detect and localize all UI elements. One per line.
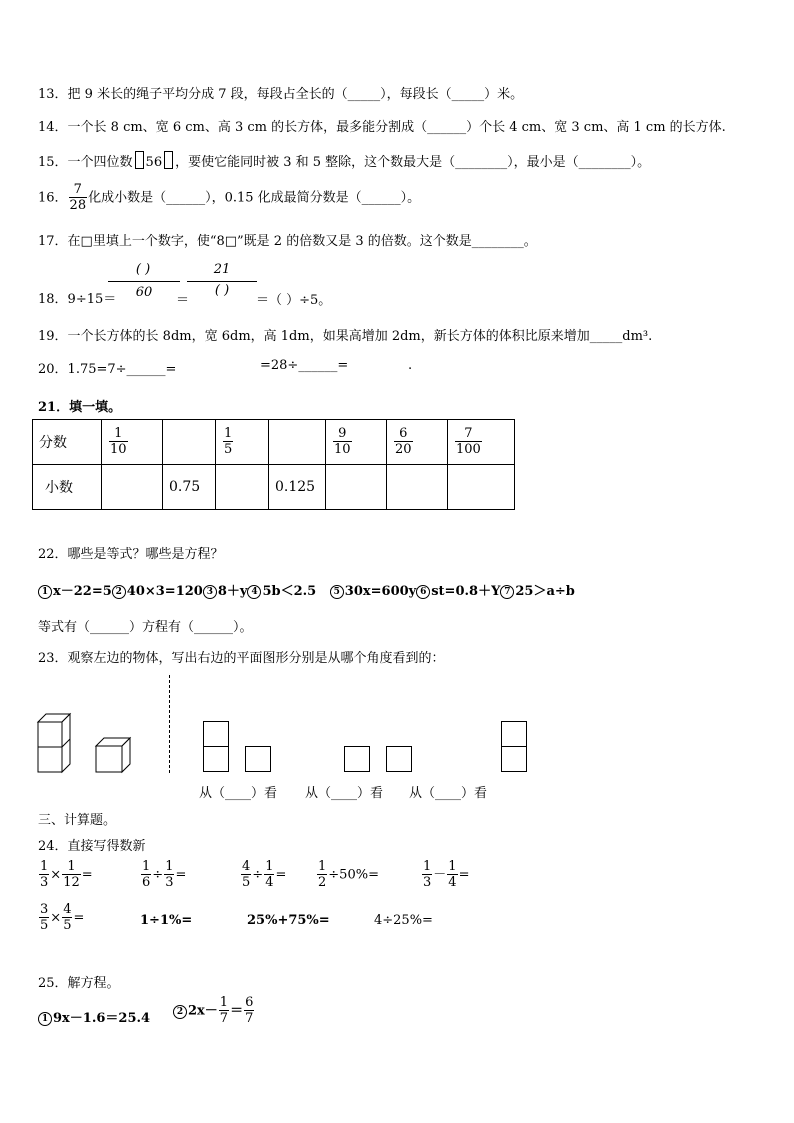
circled-number: 2 — [112, 585, 126, 599]
q18-frac2-numerator: 21 — [213, 262, 231, 277]
dashed-divider — [169, 675, 170, 773]
q18-frac1-denominator: 60 — [135, 285, 153, 300]
view-square — [344, 746, 370, 772]
q18-prefix: 18．9÷15＝ — [38, 292, 117, 307]
circled-number: 1 — [38, 585, 52, 599]
q16-text: 化成小数是（______），0.15 化成最简分数是（______）。 — [88, 190, 421, 206]
calc-item: $\frac{1}{3}$ － $\frac{1}{4}$ = — [423, 859, 470, 890]
question-24-title: 24．直接写得数新 — [38, 839, 146, 854]
question-21-title: 21．填一填。 — [38, 400, 122, 415]
view-square — [203, 746, 229, 772]
q20-part-b: =28÷______= — [260, 358, 349, 373]
table-cell: $\frac{6}{20}$ — [387, 420, 448, 465]
question-14: 14．一个长 8 cm、宽 6 cm、高 3 cm 的长方体，最多能分割成（______）个长 4 cm、宽 3 cm、高 1 cm 的长方体. — [38, 120, 726, 135]
expression: 8＋y — [217, 584, 248, 599]
q22-answer: 等式有（______）方程有（______）。 — [38, 620, 253, 635]
question-22-title: 22．哪些是等式？哪些是方程？ — [38, 547, 224, 562]
row-label-fraction: 分数 — [33, 420, 102, 465]
circled-number: 1 — [38, 1012, 52, 1026]
q18-frac1-numerator: ( ) — [135, 262, 151, 277]
view-label: 从（____）看 — [305, 786, 384, 801]
table-cell: $\frac{9}{10}$ — [326, 420, 387, 465]
expression: st=0.8＋Y — [431, 584, 501, 599]
equation-2: 2 2x－ $\frac{1}{7}$ ＝ $\frac{6}{7}$ — [173, 996, 255, 1026]
table-cell — [269, 420, 326, 465]
view-square — [501, 721, 527, 747]
q22-expressions — [38, 580, 575, 599]
question-19: 19．一个长方体的长 8dm，宽 6dm，高 1dm，如果高增加 2dm，新长方体的体积比原来增加_____dm³. — [38, 329, 653, 344]
question-15 — [38, 151, 650, 170]
q15-prefix: 15．一个四位数 — [38, 155, 133, 170]
table-cell — [387, 465, 448, 510]
q15-text: ，要使它能同时被 3 和 5 整除，这个数最大是（________），最小是（________）。 — [175, 155, 651, 170]
calc-item: $\frac{1}{2}$ ÷50%= — [318, 859, 379, 890]
view-square — [203, 721, 229, 747]
equation-1: 1 9x－1.6＝25.4 — [38, 1007, 150, 1026]
calc-item: $\frac{3}{5}$ × $\frac{4}{5}$ = — [40, 902, 85, 933]
table-cell: $\frac{7}{100}$ — [448, 420, 515, 465]
cube-front-face — [38, 747, 62, 772]
fraction: $\frac{7}{28}$ — [69, 182, 87, 213]
q20-part-c: . — [408, 358, 413, 373]
digit-box — [135, 151, 144, 169]
q15-digits: 56 — [145, 155, 163, 170]
q18-frac2-denominator: ( ) — [214, 283, 230, 298]
circled-number: 7 — [500, 585, 514, 599]
equals-sign: ＝ — [176, 293, 190, 308]
calc-item: $\frac{1}{6}$ ÷ $\frac{1}{3}$ = — [142, 859, 187, 890]
view-square — [386, 746, 412, 772]
table-row — [33, 420, 515, 465]
table-cell — [163, 420, 216, 465]
fraction-decimal-table — [32, 419, 515, 510]
question-17: 17．在□里填上一个数字，使“8□”既是 2 的倍数又是 3 的倍数。这个数是________。 — [38, 234, 537, 249]
calc-item: $\frac{1}{3}$ × $\frac{1}{12}$ = — [40, 859, 93, 890]
q16-number: 16． — [38, 190, 68, 206]
table-cell: $\frac{1}{10}$ — [102, 420, 163, 465]
fraction-bar — [108, 281, 180, 282]
expression: 5b＜2.5 — [262, 584, 317, 599]
section-three-title: 三、计算题。 — [38, 813, 117, 828]
table-cell — [216, 465, 269, 510]
digit-box — [164, 151, 173, 169]
cube-front-face — [38, 722, 62, 747]
view-square — [501, 746, 527, 772]
expression: 40×3=120 — [126, 584, 203, 599]
circled-number: 2 — [173, 1005, 187, 1019]
calc-item: 1÷1%= — [140, 913, 193, 928]
circled-number: 4 — [247, 585, 261, 599]
cube-objects-illustration — [36, 710, 146, 776]
row-label-decimal: 小数 — [33, 465, 102, 510]
view-label: 从（____）看 — [409, 786, 488, 801]
expression: 25＞a÷b — [515, 584, 575, 599]
calc-item: $\frac{4}{5}$ ÷ $\frac{1}{4}$ = — [242, 859, 287, 890]
question-13: 13．把 9 米长的绳子平均分成 7 段，每段占全长的（_____），每段长（_____）米。 — [38, 87, 524, 102]
q20-part-a: 20．1.75=7÷______= — [38, 362, 177, 377]
table-cell: $\frac{1}{5}$ — [216, 420, 269, 465]
fraction-bar — [187, 281, 257, 282]
question-23-title: 23．观察左边的物体，写出右边的平面图形分别是从哪个角度看到的： — [38, 651, 445, 666]
table-cell — [326, 465, 387, 510]
circled-number: 3 — [203, 585, 217, 599]
calc-item: 4÷25%= — [374, 913, 433, 928]
table-row — [33, 465, 515, 510]
table-cell — [448, 465, 515, 510]
table-cell: 0.75 — [163, 465, 216, 510]
view-label: 从（____）看 — [199, 786, 278, 801]
circled-number: 6 — [416, 585, 430, 599]
expression: x－22=5 — [53, 584, 112, 599]
table-cell: 0.125 — [269, 465, 326, 510]
expression: 30x=600y — [344, 584, 417, 599]
q18-suffix: ＝（ ）÷5。 — [256, 293, 332, 308]
circled-number: 5 — [330, 585, 344, 599]
view-square — [245, 746, 271, 772]
cube-front-face — [96, 746, 122, 772]
calc-item: 25%+75%= — [247, 913, 330, 928]
question-16 — [38, 183, 420, 213]
question-25-title: 25．解方程。 — [38, 976, 120, 991]
table-cell — [102, 465, 163, 510]
